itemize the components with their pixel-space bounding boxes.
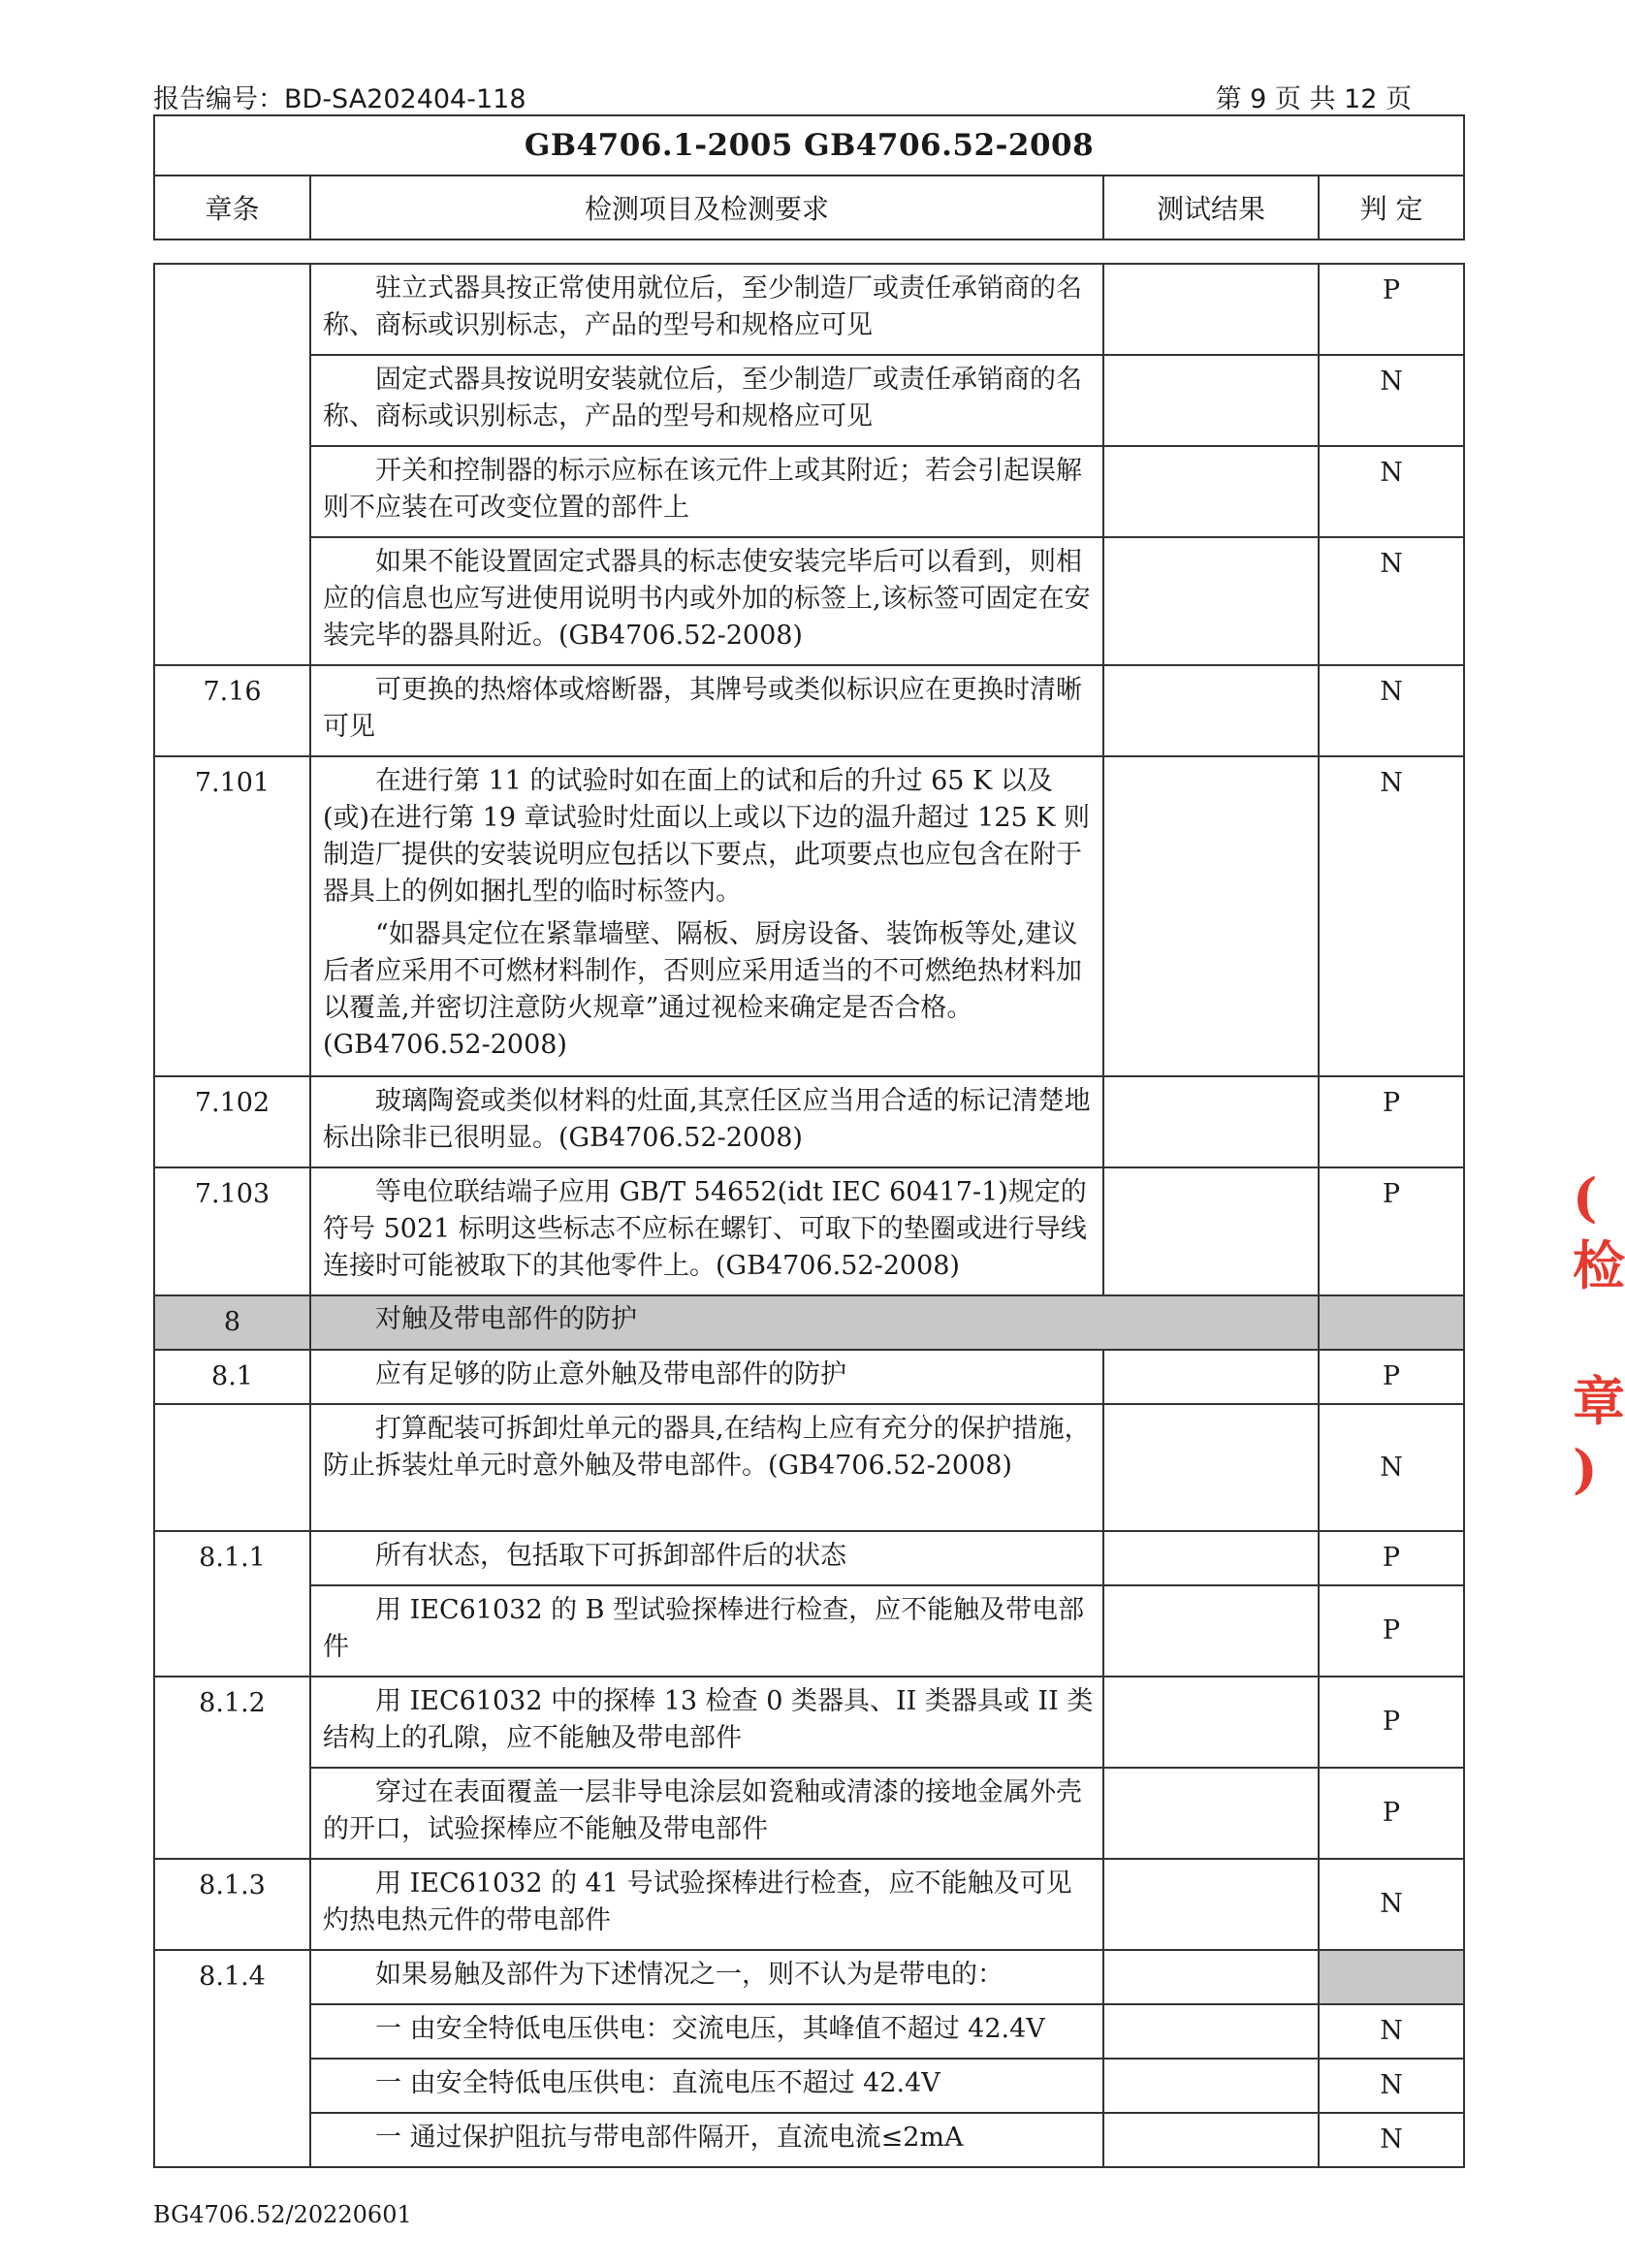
- result-cell: [1103, 1350, 1319, 1404]
- clause-cell: [154, 264, 310, 665]
- requirement-text: 用 IEC61032 的 41 号试验探棒进行检查，应不能触及可见灼热电热元件的带电部件: [323, 1869, 1072, 1935]
- list-item: 一 由安全特低电压供电：直流电压不超过 42.4V: [375, 2068, 940, 2098]
- column-header-clause: 章条: [154, 176, 310, 240]
- verdict-cell: [1319, 1950, 1464, 2004]
- table-row: [154, 1350, 1464, 1404]
- result-cell: [1103, 537, 1319, 665]
- requirement-text: “如器具定位在紧靠墙壁、隔板、厨房设备、装饰板等处,建议后者应采用不可燃材料制作，否则应采用适当的不可燃绝热材料加以覆盖,并密切注意防火规章”通过视检来确定是否合格。(GB4706.52-2008): [323, 919, 1082, 1060]
- result-cell: [1103, 1531, 1319, 1585]
- verdict-cell: P: [1319, 1167, 1464, 1295]
- requirement-cell: [310, 1167, 1103, 1295]
- requirement-text: 等电位联结端子应用 GB/T 54652(idt IEC 60417-1)规定的符号 5021 标明这些标志不应标在螺钉、可取下的垫圈或进行导线连接时可能被取下的其他零件上。(GB4706.52-2008): [323, 1177, 1087, 1281]
- table-row: [154, 1531, 1464, 1585]
- official-seal: [1573, 1164, 1625, 1513]
- requirement-cell: [310, 1950, 1103, 2004]
- clause-cell: [154, 1404, 310, 1531]
- requirement-text: 打算配装可拆卸灶单元的器具,在结构上应有充分的保护措施，防止拆装灶单元时意外触及带电部件。(GB4706.52-2008): [323, 1414, 1091, 1481]
- requirement-text: 玻璃陶瓷或类似材料的灶面,其烹任区应当用合适的标记清楚地标出除非已很明显。(GB4706.52-2008): [323, 1086, 1091, 1153]
- seal-char: ): [1573, 1438, 1598, 1500]
- result-cell: [1103, 1404, 1319, 1531]
- requirement-text: 穿过在表面覆盖一层非导电涂层如瓷釉或清漆的接地金属外壳的开口，试验探棒应不能触及带电部件: [323, 1777, 1082, 1844]
- clause-cell: 8.1.3: [154, 1859, 310, 1950]
- table-row: [154, 1167, 1464, 1295]
- result-cell: [1103, 1076, 1319, 1167]
- seal-char: 检: [1573, 1234, 1625, 1296]
- requirement-cell: [310, 1768, 1103, 1859]
- table-row: [154, 1076, 1464, 1167]
- requirement-text: 用 IEC61032 的 B 型试验探棒进行检查，应不能触及带电部件: [323, 1595, 1085, 1662]
- requirement-cell: [310, 537, 1103, 665]
- verdict-cell: N: [1319, 537, 1464, 665]
- requirement-cell: [310, 756, 1103, 1076]
- verdict-cell: N: [1319, 665, 1464, 756]
- section-row: [154, 1295, 1464, 1350]
- verdict-cell: P: [1319, 1677, 1464, 1768]
- requirement-text: 固定式器具按说明安装就位后，至少制造厂或责任承销商的名称、商标或识别标志，产品的型号和规格应可见: [323, 365, 1082, 431]
- verdict-cell: P: [1319, 1585, 1464, 1677]
- verdict-cell: N: [1319, 2004, 1464, 2059]
- requirement-cell: [310, 1076, 1103, 1167]
- result-cell: [1103, 1167, 1319, 1295]
- result-cell: [1103, 2059, 1319, 2113]
- requirement-text: 所有状态，包括取下可拆卸部件后的状态: [375, 1541, 846, 1571]
- requirement-cell: [310, 665, 1103, 756]
- requirement-cell: [310, 1404, 1103, 1531]
- clause-cell: 8.1.4: [154, 1950, 310, 2167]
- table-row: [154, 2059, 1464, 2113]
- requirement-text: 在进行第 11 的试验时如在面上的试和后的升过 65 K 以及(或)在进行第 19 章试验时灶面以上或以下边的温升超过 125 K 则制造厂提供的安装说明应包括以下要点，此项要点也应包含在附于器具上的例如捆扎型的临时标签内。: [323, 766, 1091, 907]
- verdict-cell: P: [1319, 264, 1464, 355]
- verdict-cell: N: [1319, 756, 1464, 1076]
- requirement-cell: [310, 264, 1103, 355]
- table-row: [154, 355, 1464, 446]
- requirement-cell: [310, 2113, 1103, 2167]
- clause-cell: 8.1.1: [154, 1531, 310, 1677]
- table-row: [154, 1585, 1464, 1677]
- result-cell: [1103, 756, 1319, 1076]
- verdict-cell: N: [1319, 1404, 1464, 1531]
- list-item: 一 由安全特低电压供电：交流电压，其峰值不超过 42.4V: [375, 2014, 1045, 2044]
- verdict-cell: P: [1319, 1350, 1464, 1404]
- result-cell: [1103, 264, 1319, 355]
- verdict-cell: N: [1319, 2059, 1464, 2113]
- column-header-requirement: 检测项目及检测要求: [310, 176, 1103, 240]
- result-cell: [1103, 1859, 1319, 1950]
- seal-char: 章: [1573, 1370, 1625, 1432]
- table-row: [154, 756, 1464, 1076]
- inspection-table: [153, 263, 1465, 2168]
- list-item: 一 通过保护阻抗与带电部件隔开，直流电流≤2mA: [375, 2123, 964, 2153]
- page-indicator: 第 9 页 共 12 页: [1215, 84, 1412, 114]
- table-row: [154, 446, 1464, 537]
- requirement-text: 如果不能设置固定式器具的标志使安装完毕后可以看到，则相应的信息也应写进使用说明书内或外加的标签上,该标签可固定在安装完毕的器具附近。(GB4706.52-2008): [323, 547, 1091, 651]
- verdict-cell: N: [1319, 446, 1464, 537]
- requirement-cell: [310, 1585, 1103, 1677]
- result-cell: [1103, 2113, 1319, 2167]
- clause-cell: 7.101: [154, 756, 310, 1076]
- table-row: [154, 1677, 1464, 1768]
- table-row: [154, 537, 1464, 665]
- section-title-cell: [310, 1295, 1319, 1350]
- requirement-cell: [310, 446, 1103, 537]
- requirement-text: 应有足够的防止意外触及带电部件的防护: [375, 1359, 846, 1390]
- form-number: BG4706.52/20220601: [153, 2201, 412, 2228]
- verdict-cell: P: [1319, 1076, 1464, 1167]
- verdict-cell: P: [1319, 1531, 1464, 1585]
- requirement-cell: [310, 2004, 1103, 2059]
- verdict-cell: N: [1319, 355, 1464, 446]
- result-cell: [1103, 446, 1319, 537]
- clause-cell: 8.1: [154, 1350, 310, 1404]
- requirement-cell: [310, 1350, 1103, 1404]
- section-number: 8: [154, 1295, 310, 1350]
- verdict-cell: N: [1319, 1859, 1464, 1950]
- table-row: [154, 1768, 1464, 1859]
- table-row: [154, 1859, 1464, 1950]
- standard-title: GB4706.1-2005 GB4706.52-2008: [154, 115, 1464, 176]
- table-row: [154, 665, 1464, 756]
- clause-cell: 8.1.2: [154, 1677, 310, 1859]
- table-row: [154, 1950, 1464, 2004]
- result-cell: [1103, 1950, 1319, 2004]
- header-table: [153, 114, 1465, 240]
- requirement-text: 用 IEC61032 中的探棒 13 检查 0 类器具、II 类器具或 II 类结构上的孔隙，应不能触及带电部件: [323, 1686, 1094, 1753]
- result-cell: [1103, 1768, 1319, 1859]
- column-header-result: 测试结果: [1103, 176, 1319, 240]
- verdict-cell: P: [1319, 1768, 1464, 1859]
- table-row: [154, 2004, 1464, 2059]
- result-cell: [1103, 2004, 1319, 2059]
- result-cell: [1103, 1677, 1319, 1768]
- section-title: 对触及带电部件的防护: [375, 1304, 637, 1334]
- table-row: [154, 264, 1464, 355]
- clause-cell: 7.102: [154, 1076, 310, 1167]
- clause-cell: 7.16: [154, 665, 310, 756]
- requirement-cell: [310, 1677, 1103, 1768]
- verdict-cell: N: [1319, 2113, 1464, 2167]
- table-row: [154, 1404, 1464, 1531]
- requirement-cell: [310, 355, 1103, 446]
- seal-char: (: [1573, 1166, 1598, 1229]
- requirement-text: 驻立式器具按正常使用就位后，至少制造厂或责任承销商的名称、商标或识别标志，产品的型号和规格应可见: [323, 273, 1082, 340]
- requirement-cell: [310, 1859, 1103, 1950]
- clause-cell: 7.103: [154, 1167, 310, 1295]
- report-number: 报告编号：BD-SA202404-118: [153, 84, 526, 114]
- requirement-cell: [310, 2059, 1103, 2113]
- column-header-verdict: 判 定: [1319, 176, 1464, 240]
- requirement-text: 如果易触及部件为下述情况之一，则不认为是带电的：: [375, 1960, 1004, 1990]
- result-cell: [1103, 1585, 1319, 1677]
- requirement-cell: [310, 1531, 1103, 1585]
- verdict-cell: [1319, 1295, 1464, 1350]
- result-cell: [1103, 665, 1319, 756]
- table-row: [154, 2113, 1464, 2167]
- requirement-text: 可更换的热熔体或熔断器，其牌号或类似标识应在更换时清晰可见: [323, 675, 1082, 742]
- result-cell: [1103, 355, 1319, 446]
- requirement-text: 开关和控制器的标示应标在该元件上或其附近；若会引起误解则不应装在可改变位置的部件上: [323, 456, 1082, 523]
